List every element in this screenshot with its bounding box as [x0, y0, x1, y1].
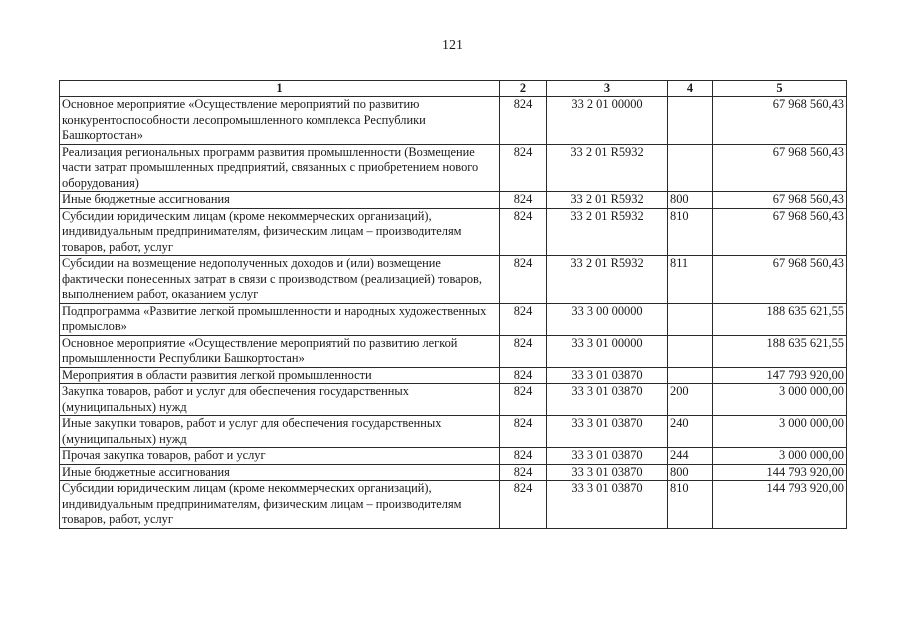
ministry-code-cell: 824: [500, 481, 547, 529]
budget-table: [59, 80, 847, 529]
item-name-cell: Иные бюджетные ассигнования: [60, 464, 500, 481]
target-article-cell: 33 2 01 R5932: [547, 192, 668, 209]
item-name-cell: Подпрограмма «Развитие легкой промышленности и народных художественных промыслов»: [60, 303, 500, 335]
table-row: [60, 367, 847, 384]
amount-cell: 144 793 920,00: [713, 481, 847, 529]
expense-type-cell: [668, 303, 713, 335]
table-row: [60, 144, 847, 192]
target-article-cell: 33 3 01 03870: [547, 481, 668, 529]
ministry-code-cell: 824: [500, 303, 547, 335]
expense-type-cell: [668, 144, 713, 192]
header-col-4: 4: [668, 81, 713, 97]
expense-type-cell: 810: [668, 481, 713, 529]
target-article-cell: 33 3 01 03870: [547, 367, 668, 384]
table-row: [60, 192, 847, 209]
ministry-code-cell: 824: [500, 335, 547, 367]
target-article-cell: 33 2 01 R5932: [547, 256, 668, 304]
ministry-code-cell: 824: [500, 97, 547, 145]
target-article-cell: 33 2 01 R5932: [547, 144, 668, 192]
table-header-row: [60, 81, 847, 97]
ministry-code-cell: 824: [500, 464, 547, 481]
amount-cell: 147 793 920,00: [713, 367, 847, 384]
header-col-3: 3: [547, 81, 668, 97]
amount-cell: 67 968 560,43: [713, 192, 847, 209]
ministry-code-cell: 824: [500, 416, 547, 448]
item-name-cell: Иные закупки товаров, работ и услуг для обеспечения государственных (муниципальных) нужд: [60, 416, 500, 448]
item-name-cell: Иные бюджетные ассигнования: [60, 192, 500, 209]
target-article-cell: 33 3 00 00000: [547, 303, 668, 335]
item-name-cell: Основное мероприятие «Осуществление мероприятий по развитию конкурентоспособности лесопромышленного комплекса Республики Башкортостан»: [60, 97, 500, 145]
expense-type-cell: 810: [668, 208, 713, 256]
item-name-cell: Субсидии юридическим лицам (кроме некоммерческих организаций), индивидуальным предпринимателям, физическим лицам – производителям товаров, работ, услуг: [60, 208, 500, 256]
table-row: [60, 384, 847, 416]
expense-type-cell: [668, 97, 713, 145]
amount-cell: 3 000 000,00: [713, 448, 847, 465]
item-name-cell: Реализация региональных программ развития промышленности (Возмещение части затрат промышленных предприятий, связанных с приобретением нового оборудования): [60, 144, 500, 192]
table-row: [60, 97, 847, 145]
target-article-cell: 33 3 01 03870: [547, 464, 668, 481]
target-article-cell: 33 3 01 03870: [547, 416, 668, 448]
item-name-cell: Субсидии на возмещение недополученных доходов и (или) возмещение фактически понесенных затрат в связи с производством (реализацией) товаров, выполнением работ, оказанием услуг: [60, 256, 500, 304]
amount-cell: 67 968 560,43: [713, 256, 847, 304]
table-body: [60, 97, 847, 529]
item-name-cell: Закупка товаров, работ и услуг для обеспечения государственных (муниципальных) нужд: [60, 384, 500, 416]
expense-type-cell: 200: [668, 384, 713, 416]
amount-cell: 67 968 560,43: [713, 144, 847, 192]
ministry-code-cell: 824: [500, 144, 547, 192]
item-name-cell: Основное мероприятие «Осуществление мероприятий по развитию легкой промышленности Республики Башкортостан»: [60, 335, 500, 367]
table-row: [60, 208, 847, 256]
item-name-cell: Мероприятия в области развития легкой промышленности: [60, 367, 500, 384]
expense-type-cell: 800: [668, 464, 713, 481]
target-article-cell: 33 3 01 00000: [547, 335, 668, 367]
item-name-cell: Субсидии юридическим лицам (кроме некоммерческих организаций), индивидуальным предпринимателям, физическим лицам – производителям товаров, работ, услуг: [60, 481, 500, 529]
ministry-code-cell: 824: [500, 448, 547, 465]
expense-type-cell: 800: [668, 192, 713, 209]
page-number: 121: [442, 38, 463, 53]
expense-type-cell: 244: [668, 448, 713, 465]
ministry-code-cell: 824: [500, 208, 547, 256]
amount-cell: 188 635 621,55: [713, 335, 847, 367]
ministry-code-cell: 824: [500, 367, 547, 384]
expense-type-cell: [668, 335, 713, 367]
target-article-cell: 33 3 01 03870: [547, 384, 668, 416]
ministry-code-cell: 824: [500, 256, 547, 304]
table-row: [60, 416, 847, 448]
amount-cell: 67 968 560,43: [713, 97, 847, 145]
amount-cell: 188 635 621,55: [713, 303, 847, 335]
ministry-code-cell: 824: [500, 384, 547, 416]
ministry-code-cell: 824: [500, 192, 547, 209]
amount-cell: 3 000 000,00: [713, 384, 847, 416]
expense-type-cell: 811: [668, 256, 713, 304]
amount-cell: 144 793 920,00: [713, 464, 847, 481]
expense-type-cell: [668, 367, 713, 384]
amount-cell: 67 968 560,43: [713, 208, 847, 256]
target-article-cell: 33 2 01 00000: [547, 97, 668, 145]
table-row: [60, 448, 847, 465]
table-row: [60, 335, 847, 367]
header-col-1: 1: [60, 81, 500, 97]
expense-type-cell: 240: [668, 416, 713, 448]
table-row: [60, 481, 847, 529]
table-row: [60, 256, 847, 304]
amount-cell: 3 000 000,00: [713, 416, 847, 448]
header-col-5: 5: [713, 81, 847, 97]
table-row: [60, 464, 847, 481]
target-article-cell: 33 3 01 03870: [547, 448, 668, 465]
item-name-cell: Прочая закупка товаров, работ и услуг: [60, 448, 500, 465]
target-article-cell: 33 2 01 R5932: [547, 208, 668, 256]
table-row: [60, 303, 847, 335]
header-col-2: 2: [500, 81, 547, 97]
